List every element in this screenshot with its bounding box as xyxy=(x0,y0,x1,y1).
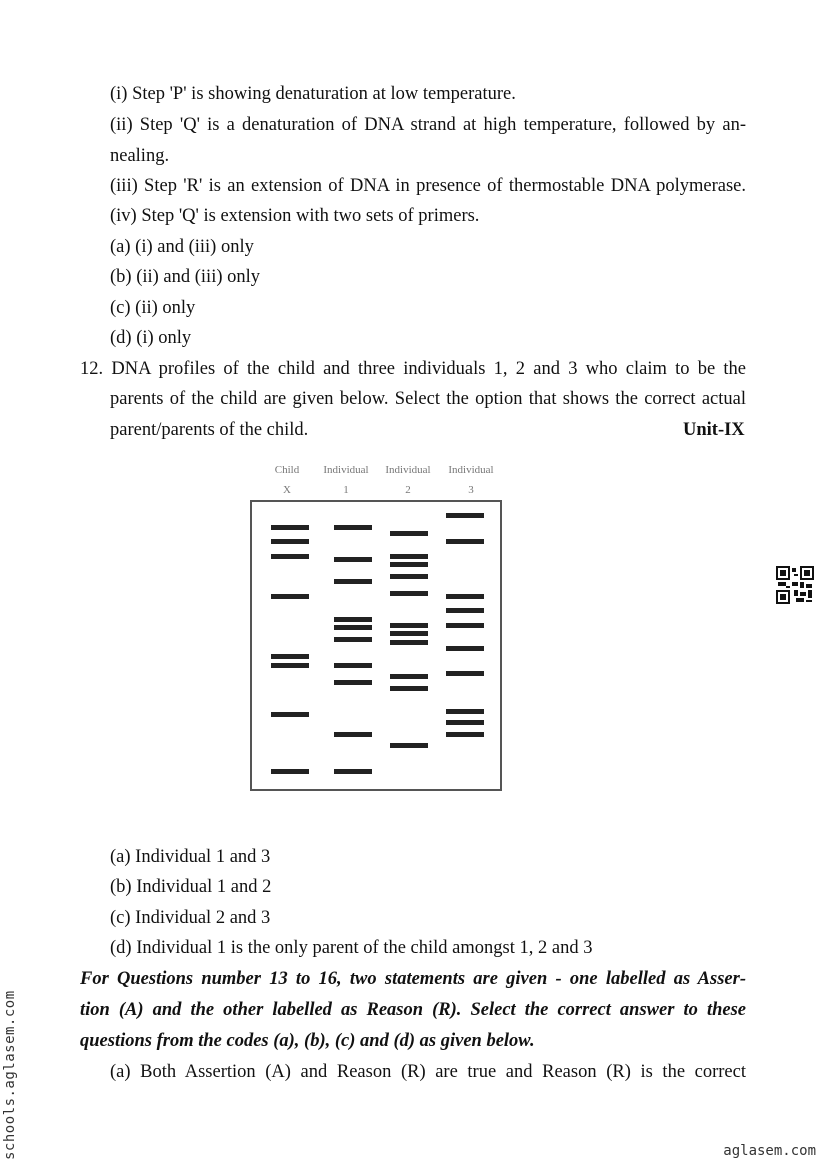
q12-question-line2: parents of the child are given below. Select the option that shows the correct actual xyxy=(110,389,746,409)
q12-question-line1: 12. DNA profiles of the child and three individuals 1, 2 and 3 who claim to be the xyxy=(80,359,746,379)
gel-band-lane1-1 xyxy=(334,557,372,562)
instructions-line1: For Questions number 13 to 16, two statements are given - one labelled as Asser- xyxy=(80,969,746,989)
dna-gel-figure xyxy=(250,500,502,791)
qr-code-icon xyxy=(776,566,814,604)
q11-option-a: (a) (i) and (iii) only xyxy=(110,237,254,257)
gel-band-lane0-6 xyxy=(271,712,309,717)
gel-band-lane2-1 xyxy=(390,554,428,559)
gel-band-lane1-5 xyxy=(334,637,372,642)
gel-band-lane2-0 xyxy=(390,531,428,536)
gel-band-lane3-8 xyxy=(446,720,484,725)
gel-band-lane0-4 xyxy=(271,654,309,659)
gel-band-lane1-3 xyxy=(334,617,372,622)
gel-band-lane2-3 xyxy=(390,574,428,579)
q12-option-b: (b) Individual 1 and 2 xyxy=(110,877,272,897)
footer-watermark: aglasem.com xyxy=(723,1143,816,1159)
lane-label-child: Child xyxy=(274,464,300,476)
lane-label-1: Individual xyxy=(323,464,369,476)
gel-band-lane3-2 xyxy=(446,594,484,599)
gel-band-lane3-7 xyxy=(446,709,484,714)
q11-option-d: (d) (i) only xyxy=(110,328,192,348)
q11-option-b: (b) (ii) and (iii) only xyxy=(110,267,261,287)
gel-band-lane0-5 xyxy=(271,663,309,668)
gel-band-lane3-9 xyxy=(446,732,484,737)
q12-option-c: (c) Individual 2 and 3 xyxy=(110,908,271,928)
gel-band-lane1-9 xyxy=(334,769,372,774)
lane-sub-2: 2 xyxy=(405,484,411,496)
gel-band-lane1-2 xyxy=(334,579,372,584)
statement-iv: (iv) Step 'Q' is extension with two sets of primers. xyxy=(110,206,480,226)
gel-band-lane2-8 xyxy=(390,674,428,679)
gel-band-lane2-2 xyxy=(390,562,428,567)
gel-band-lane0-3 xyxy=(271,594,309,599)
gel-band-lane0-1 xyxy=(271,539,309,544)
gel-band-lane1-7 xyxy=(334,680,372,685)
gel-band-lane1-0 xyxy=(334,525,372,530)
lane-sub-3: 3 xyxy=(468,484,474,496)
q11-option-c: (c) (ii) only xyxy=(110,298,196,318)
q12-option-a: (a) Individual 1 and 3 xyxy=(110,847,271,867)
gel-band-lane2-5 xyxy=(390,623,428,628)
instructions-line2: tion (A) and the other labelled as Reason (R). Select the correct answer to these xyxy=(80,1000,746,1020)
side-watermark: schools.aglasem.com xyxy=(2,990,18,1160)
gel-band-lane2-7 xyxy=(390,640,428,645)
gel-band-lane2-9 xyxy=(390,686,428,691)
gel-band-lane3-4 xyxy=(446,623,484,628)
q12-option-d: (d) Individual 1 is the only parent of the child amongst 1, 2 and 3 xyxy=(110,938,593,958)
gel-band-lane3-6 xyxy=(446,671,484,676)
gel-band-lane2-4 xyxy=(390,591,428,596)
gel-band-lane3-0 xyxy=(446,513,484,518)
lane-sub-1: 1 xyxy=(343,484,349,496)
gel-band-lane0-2 xyxy=(271,554,309,559)
lane-sub-child: X xyxy=(283,484,291,496)
lane-label-2: Individual xyxy=(385,464,431,476)
instructions-line3: questions from the codes (a), (b), (c) and (d) as given below. xyxy=(80,1031,535,1051)
lane-label-3: Individual xyxy=(448,464,494,476)
gel-band-lane1-4 xyxy=(334,625,372,630)
gel-band-lane0-0 xyxy=(271,525,309,530)
gel-band-lane0-7 xyxy=(271,769,309,774)
statement-ii: (ii) Step 'Q' is a denaturation of DNA strand at high temperature, followed by an- xyxy=(110,115,746,135)
gel-band-lane3-3 xyxy=(446,608,484,613)
gel-band-lane3-1 xyxy=(446,539,484,544)
gel-band-lane1-6 xyxy=(334,663,372,668)
statement-i: (i) Step 'P' is showing denaturation at low temperature. xyxy=(110,84,516,104)
statement-iii: (iii) Step 'R' is an extension of DNA in presence of thermostable DNA polymerase. xyxy=(110,176,746,196)
gel-band-lane2-6 xyxy=(390,631,428,636)
code-option-a: (a) Both Assertion (A) and Reason (R) are true and Reason (R) is the correct xyxy=(110,1062,746,1082)
gel-band-lane1-8 xyxy=(334,732,372,737)
gel-band-lane2-10 xyxy=(390,743,428,748)
unit-label: Unit-IX xyxy=(683,420,745,440)
statement-ii-continued: nealing. xyxy=(110,146,170,166)
gel-band-lane3-5 xyxy=(446,646,484,651)
q12-question-line3: parent/parents of the child. xyxy=(110,420,309,440)
